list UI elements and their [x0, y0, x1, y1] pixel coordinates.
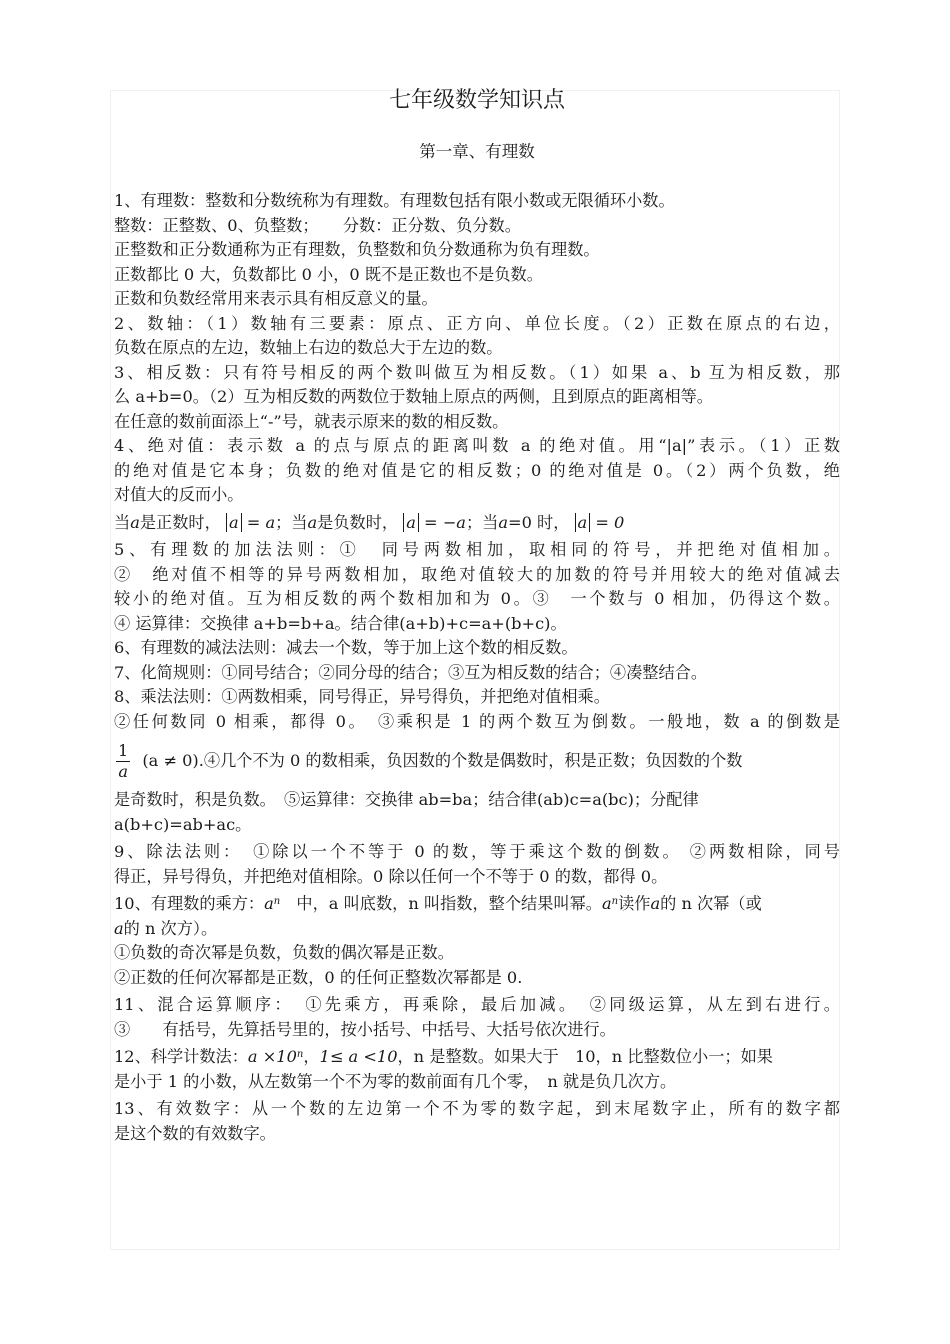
text-line: 么 a+b=0。（2）互为相反数的两数位于数轴上原点的两侧，且到原点的距离相等。 [114, 387, 713, 406]
text-line: 对值大的反而小。 [114, 485, 244, 504]
text-line: ②正数的任何次幂都是正数，0 的任何正整数次幂都是 0. [114, 967, 523, 987]
text-line: 5、有理数的加法法则：① 同号两数相加，取相同的符号，并把绝对值相加。 [114, 540, 840, 559]
text-line: 得正，异号得负，并把绝对值相除。0 除以任何一个不等于 0 的数，都得 0。 [114, 866, 668, 886]
text-line: 7、化简规则：①同号结合；②同分母的结合；③互为相反数的结合；④凑整结合。 [114, 662, 708, 682]
text-line: 2、数轴：（1）数轴有三要素：原点、正方向、单位长度。（2）正数在原点的右边， [114, 313, 840, 333]
absolute-value-formula: 当a是正数时， a = a；当a是负数时， a = −a；当a=0 时， a = 0 [114, 512, 625, 532]
text-line: 1、有理数：整数和分数统称为有理数。有理数包括有限小数或无限循环小数。 [114, 191, 675, 210]
text-line: a(b+c)=ab+ac。 [114, 814, 252, 834]
page-title: 七年级数学知识点 [388, 88, 565, 113]
power-definition-line: 10、有理数的乘方：$a^n$ 中，a 叫底数，n 叫指数，整个结果叫幂。$a^n$读作a的 n 次幂（或 [114, 894, 762, 913]
text-line: 是小于 1 的小数，从左数第一个不为零的数前面有几个零， n 就是负几次方。 [114, 1071, 677, 1091]
text-line: 在任意的数前面添上“-”号，就表示原来的数的相反数。 [114, 411, 509, 431]
text-line: 的绝对值是它本身；负数的绝对值是它的相反数；0 的绝对值是 0。（2）两个负数，绝 [114, 460, 840, 480]
text-line: ② 绝对值不相等的异号两数相加，取绝对值较大的加数的符号并用较大的绝对值减去 [114, 564, 840, 584]
text-line: 正数都比 0 大，负数都比 0 小，0 既不是正数也不是负数。 [114, 264, 543, 284]
text-line: ②任何数同 0 相乘，都得 0。 ③乘积是 1 的两个数互为倒数。一般地，数 a 的倒数是 [114, 711, 840, 731]
text-line: 负数在原点的左边，数轴上右边的数总大于左边的数。 [114, 338, 503, 357]
text-line: 13、有效数字：从一个数的左边第一个不为零的数字起，到末尾数字止，所有的数字都 [114, 1099, 840, 1118]
reciprocal-formula-line: $\frac{1}{a}$ (a ≠ 0) .④几个不为 0 的数相乘，负因数的个数是偶数时，积是正数；负因数的个数 [118, 740, 743, 781]
document-body [114, 86, 840, 1146]
text-line: 正数和负数经常用来表示具有相反意义的量。 [114, 289, 438, 308]
text-line: 较小的绝对值。互为相反数的两个数相加和为 0。③ 一个数与 0 相加，仍得这个数。 [114, 589, 840, 608]
text-line: 6、有理数的减法法则：减去一个数，等于加上这个数的相反数。 [114, 638, 578, 657]
text-line: 是奇数时，积是负数。 ⑤运算律：交换律 ab=ba；结合律(ab)c=a(bc)；分配律 [114, 790, 699, 809]
text-line: 是这个数的有效数字。 [114, 1123, 276, 1143]
text-line: 4、绝对值：表示数 a 的点与原点的距离叫数 a 的绝对值。用“|a|”表示。（1）正数 [114, 436, 840, 455]
text-line: 整数：正整数、0、负整数； 分数：正分数、负分数。 [114, 215, 521, 235]
text-line: 正整数和正分数通称为正有理数，负整数和负分数通称为负有理数。 [114, 240, 600, 259]
text-line: ④ 运算律：交换律 a+b=b+a。结合律(a+b)+c=a+(b+c)。 [114, 613, 567, 633]
text-line: 9、除法法则： ①除以一个不等于 0 的数，等于乘这个数的倒数。 ②两数相除，同号 [114, 842, 840, 861]
scientific-notation-line: 12、科学计数法：$a \times 10^n$，1≤ a <10，n 是整数。如果大于 10，n 比整数位小一；如果 [114, 1047, 773, 1066]
chapter-heading: 第一章、有理数 [419, 142, 535, 161]
text-line: 3、相反数：只有符号相反的两个数叫做互为相反数。（1）如果 a、b 互为相反数，那 [114, 362, 840, 382]
text-line: a的 n 次方）。 [114, 918, 218, 938]
text-line: 11、混合运算顺序： ①先乘方，再乘除，最后加减。 ②同级运算，从左到右进行。 [114, 995, 840, 1014]
text-line: ①负数的奇次幂是负数，负数的偶次幂是正数。 [114, 943, 454, 962]
text-line: 8、乘法法则：①两数相乘，同号得正，异号得负，并把绝对值相乘。 [114, 687, 610, 706]
fraction-one-over-a: $\frac{1}{a}$ [118, 740, 129, 781]
text-line: ③ 有括号，先算括号里的，按小括号、中括号、大括号依次进行。 [114, 1019, 616, 1039]
